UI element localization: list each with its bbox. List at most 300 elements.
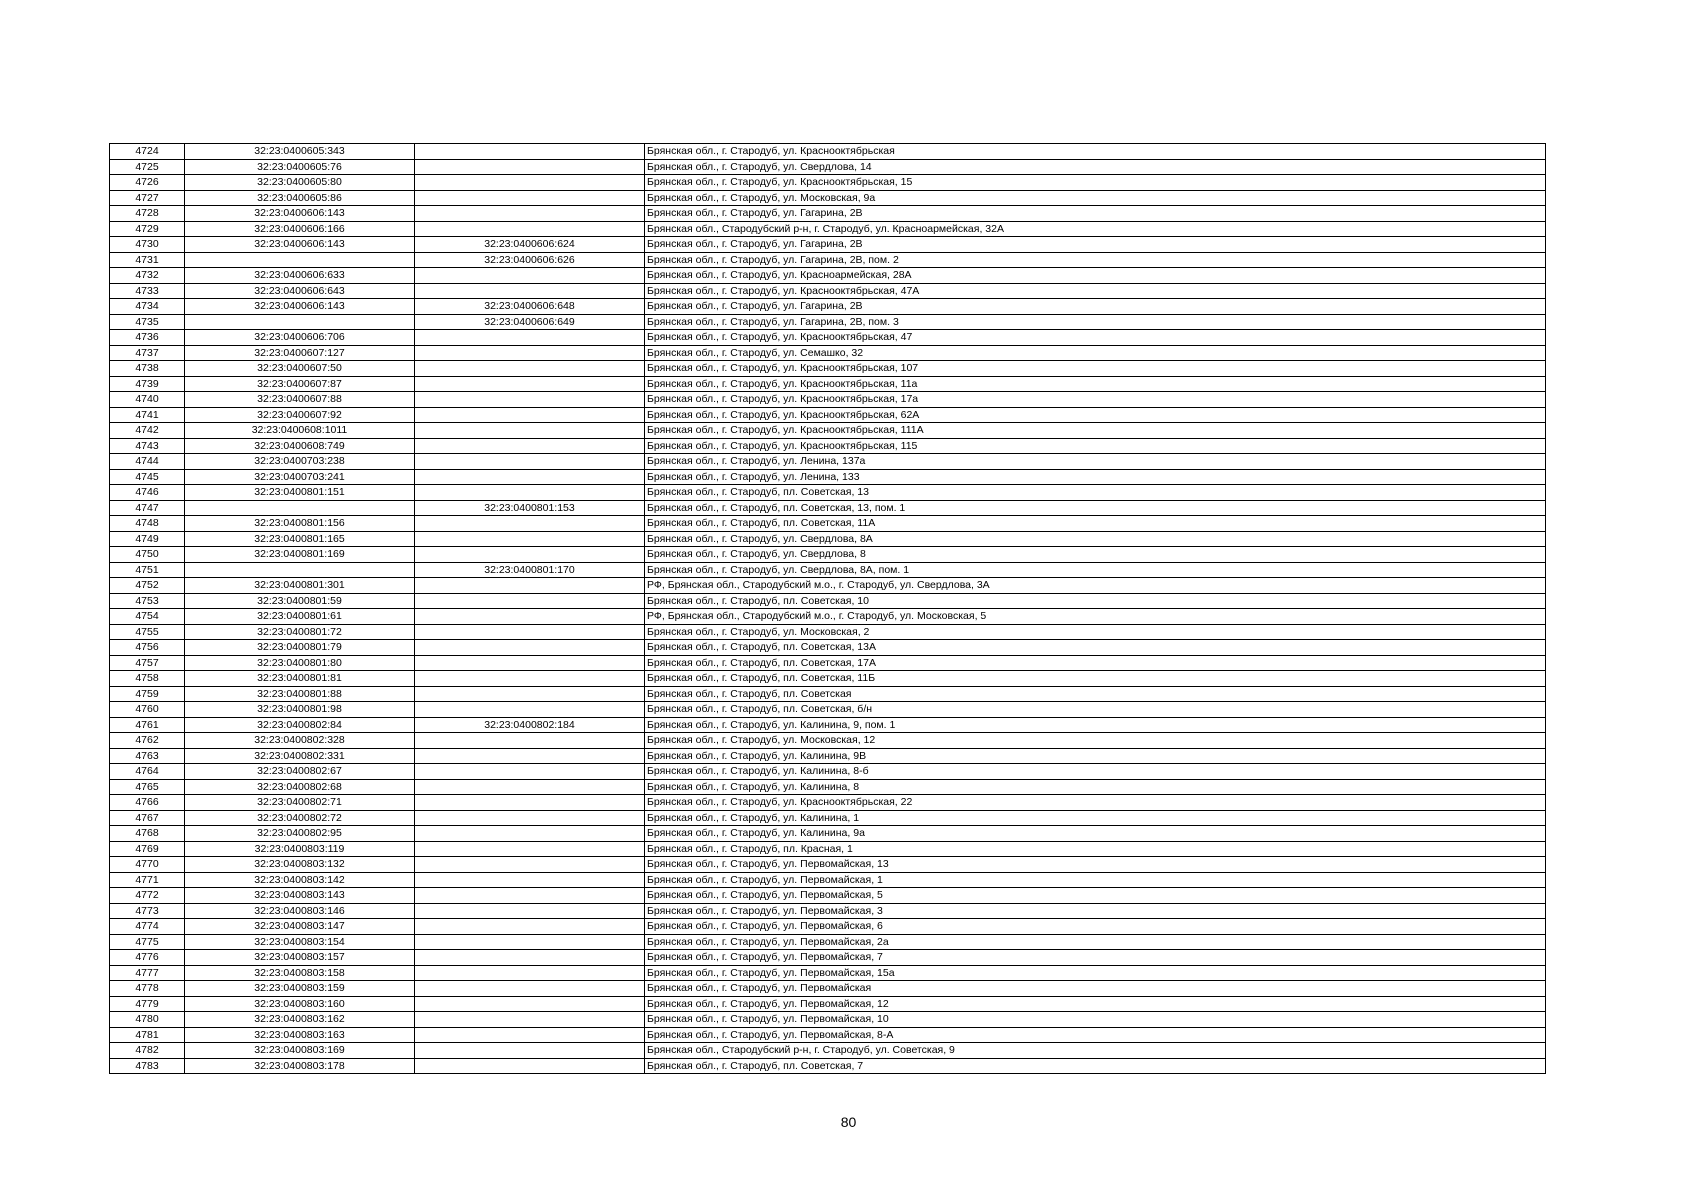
cadastral-number-cell: 32:23:0400801:151 [185, 485, 415, 501]
cadastral-number-cell: 32:23:0400802:331 [185, 748, 415, 764]
cadastral-number-cell: 32:23:0400802:67 [185, 764, 415, 780]
object-number-cell [415, 810, 645, 826]
table-row [110, 190, 1546, 206]
row-number-cell: 4731 [110, 252, 185, 268]
address-cell: Брянская обл., г. Стародуб, пл. Советская [645, 686, 1546, 702]
table-row [110, 237, 1546, 253]
object-number-cell [415, 764, 645, 780]
cadastral-number-cell: 32:23:0400801:61 [185, 609, 415, 625]
object-number-cell [415, 779, 645, 795]
address-cell: Брянская обл., г. Стародуб, пл. Советская, 17А [645, 655, 1546, 671]
table-row [110, 981, 1546, 997]
address-cell: Брянская обл., г. Стародуб, пл. Советская, 7 [645, 1058, 1546, 1074]
object-number-cell [415, 144, 645, 160]
object-number-cell [415, 1058, 645, 1074]
cadastral-number-cell: 32:23:0400606:706 [185, 330, 415, 346]
table-row [110, 624, 1546, 640]
row-number-cell: 4752 [110, 578, 185, 594]
table-row [110, 438, 1546, 454]
address-cell: Брянская обл., г. Стародуб, ул. Первомайская, 12 [645, 996, 1546, 1012]
address-cell: Брянская обл., г. Стародуб, ул. Первомайская, 3 [645, 903, 1546, 919]
cadastral-number-cell: 32:23:0400803:169 [185, 1043, 415, 1059]
address-cell: Брянская обл., г. Стародуб, ул. Краснооктябрьская, 115 [645, 438, 1546, 454]
address-cell: Брянская обл., г. Стародуб, ул. Первомайская, 10 [645, 1012, 1546, 1028]
row-number-cell: 4748 [110, 516, 185, 532]
table-row [110, 717, 1546, 733]
row-number-cell: 4750 [110, 547, 185, 563]
table-row [110, 841, 1546, 857]
page-number: 80 [840, 1114, 857, 1130]
cadastral-number-cell: 32:23:0400803:154 [185, 934, 415, 950]
table-row [110, 345, 1546, 361]
cadastral-number-cell: 32:23:0400607:88 [185, 392, 415, 408]
object-number-cell [415, 330, 645, 346]
row-number-cell: 4751 [110, 562, 185, 578]
cadastral-number-cell: 32:23:0400606:143 [185, 237, 415, 253]
table-row [110, 1027, 1546, 1043]
table-row [110, 1058, 1546, 1074]
table-row [110, 454, 1546, 470]
cadastral-number-cell: 32:23:0400607:92 [185, 407, 415, 423]
object-number-cell [415, 438, 645, 454]
row-number-cell: 4733 [110, 283, 185, 299]
address-cell: Брянская обл., г. Стародуб, пл. Красная, 1 [645, 841, 1546, 857]
object-number-cell: 32:23:0400606:626 [415, 252, 645, 268]
address-cell: Брянская обл., г. Стародуб, ул. Краснооктябрьская, 47А [645, 283, 1546, 299]
row-number-cell: 4749 [110, 531, 185, 547]
cadastral-number-cell: 32:23:0400606:643 [185, 283, 415, 299]
cadastral-number-cell: 32:23:0400803:162 [185, 1012, 415, 1028]
cadastral-number-cell: 32:23:0400802:68 [185, 779, 415, 795]
object-number-cell [415, 547, 645, 563]
row-number-cell: 4756 [110, 640, 185, 656]
address-cell: Брянская обл., г. Стародуб, ул. Краснооктябрьская, 11а [645, 376, 1546, 392]
address-cell: Брянская обл., г. Стародуб, пл. Советская, 11Б [645, 671, 1546, 687]
row-number-cell: 4777 [110, 965, 185, 981]
row-number-cell: 4759 [110, 686, 185, 702]
table-row [110, 919, 1546, 935]
cadastral-number-cell: 32:23:0400801:165 [185, 531, 415, 547]
table-row [110, 857, 1546, 873]
object-number-cell [415, 190, 645, 206]
table-row [110, 283, 1546, 299]
cadastral-number-cell: 32:23:0400801:98 [185, 702, 415, 718]
table-row [110, 392, 1546, 408]
cadastral-number-cell: 32:23:0400605:343 [185, 144, 415, 160]
address-cell: Брянская обл., г. Стародуб, ул. Ленина, 133 [645, 469, 1546, 485]
row-number-cell: 4765 [110, 779, 185, 795]
object-number-cell [415, 903, 645, 919]
address-cell: Брянская обл., г. Стародуб, ул. Красноармейская, 28А [645, 268, 1546, 284]
row-number-cell: 4774 [110, 919, 185, 935]
object-number-cell [415, 857, 645, 873]
table-row [110, 950, 1546, 966]
object-number-cell [415, 950, 645, 966]
cadastral-number-cell: 32:23:0400607:50 [185, 361, 415, 377]
cadastral-number-cell: 32:23:0400803:147 [185, 919, 415, 935]
object-number-cell [415, 159, 645, 175]
table-row [110, 562, 1546, 578]
row-number-cell: 4727 [110, 190, 185, 206]
object-number-cell [415, 361, 645, 377]
cadastral-number-cell: 32:23:0400803:163 [185, 1027, 415, 1043]
cadastral-number-cell: 32:23:0400801:79 [185, 640, 415, 656]
object-number-cell [415, 655, 645, 671]
row-number-cell: 4780 [110, 1012, 185, 1028]
object-number-cell [415, 376, 645, 392]
object-number-cell [415, 872, 645, 888]
row-number-cell: 4760 [110, 702, 185, 718]
table-row [110, 423, 1546, 439]
object-number-cell [415, 795, 645, 811]
address-cell: Брянская обл., г. Стародуб, ул. Свердлова, 14 [645, 159, 1546, 175]
table-row [110, 593, 1546, 609]
table-row [110, 888, 1546, 904]
table-row [110, 686, 1546, 702]
object-number-cell [415, 423, 645, 439]
address-cell: Брянская обл., г. Стародуб, ул. Ленина, 137а [645, 454, 1546, 470]
object-number-cell [415, 640, 645, 656]
object-number-cell [415, 934, 645, 950]
table-row [110, 764, 1546, 780]
object-number-cell [415, 826, 645, 842]
address-cell: Брянская обл., г. Стародуб, пл. Советская, 13 [645, 485, 1546, 501]
object-number-cell: 32:23:0400801:170 [415, 562, 645, 578]
row-number-cell: 4761 [110, 717, 185, 733]
address-cell: Брянская обл., г. Стародуб, ул. Семашко, 32 [645, 345, 1546, 361]
object-number-cell [415, 919, 645, 935]
object-number-cell [415, 1012, 645, 1028]
cadastral-number-cell: 32:23:0400803:143 [185, 888, 415, 904]
table-row [110, 872, 1546, 888]
row-number-cell: 4747 [110, 500, 185, 516]
row-number-cell: 4763 [110, 748, 185, 764]
cadastral-number-cell: 32:23:0400802:84 [185, 717, 415, 733]
address-cell: Брянская обл., г. Стародуб, ул. Краснооктябрьская, 22 [645, 795, 1546, 811]
row-number-cell: 4768 [110, 826, 185, 842]
object-number-cell [415, 624, 645, 640]
registry-table [109, 143, 1546, 1074]
cadastral-number-cell: 32:23:0400802:71 [185, 795, 415, 811]
cadastral-number-cell: 32:23:0400606:633 [185, 268, 415, 284]
address-cell: Брянская обл., г. Стародуб, ул. Первомайская, 7 [645, 950, 1546, 966]
cadastral-number-cell [185, 562, 415, 578]
row-number-cell: 4778 [110, 981, 185, 997]
address-cell: Брянская обл., г. Стародуб, ул. Первомайская, 8-А [645, 1027, 1546, 1043]
cadastral-number-cell [185, 314, 415, 330]
object-number-cell [415, 702, 645, 718]
row-number-cell: 4771 [110, 872, 185, 888]
address-cell: Брянская обл., г. Стародуб, ул. Первомайская, 13 [645, 857, 1546, 873]
cadastral-number-cell: 32:23:0400605:80 [185, 175, 415, 191]
table-row [110, 826, 1546, 842]
address-cell: Брянская обл., г. Стародуб, ул. Первомайская, 5 [645, 888, 1546, 904]
cadastral-number-cell: 32:23:0400803:132 [185, 857, 415, 873]
row-number-cell: 4775 [110, 934, 185, 950]
table-row [110, 671, 1546, 687]
cadastral-number-cell: 32:23:0400606:166 [185, 221, 415, 237]
row-number-cell: 4744 [110, 454, 185, 470]
cadastral-number-cell: 32:23:0400605:86 [185, 190, 415, 206]
object-number-cell [415, 578, 645, 594]
row-number-cell: 4767 [110, 810, 185, 826]
address-cell: Брянская обл., Стародубский р-н, г. Стародуб, ул. Советская, 9 [645, 1043, 1546, 1059]
object-number-cell [415, 531, 645, 547]
address-cell: РФ, Брянская обл., Стародубский м.о., г. Стародуб, ул. Свердлова, 3А [645, 578, 1546, 594]
table-row [110, 516, 1546, 532]
row-number-cell: 4732 [110, 268, 185, 284]
object-number-cell [415, 283, 645, 299]
row-number-cell: 4726 [110, 175, 185, 191]
object-number-cell [415, 175, 645, 191]
row-number-cell: 4783 [110, 1058, 185, 1074]
object-number-cell: 32:23:0400802:184 [415, 717, 645, 733]
cadastral-number-cell: 32:23:0400703:241 [185, 469, 415, 485]
table-row [110, 609, 1546, 625]
row-number-cell: 4758 [110, 671, 185, 687]
row-number-cell: 4745 [110, 469, 185, 485]
cadastral-number-cell: 32:23:0400607:127 [185, 345, 415, 361]
row-number-cell: 4730 [110, 237, 185, 253]
table-row [110, 206, 1546, 222]
table-row [110, 175, 1546, 191]
address-cell: Брянская обл., г. Стародуб, ул. Первомайская, 1 [645, 872, 1546, 888]
table-row [110, 810, 1546, 826]
object-number-cell [415, 268, 645, 284]
row-number-cell: 4740 [110, 392, 185, 408]
address-cell: Брянская обл., г. Стародуб, ул. Свердлова, 8А, пом. 1 [645, 562, 1546, 578]
row-number-cell: 4728 [110, 206, 185, 222]
object-number-cell [415, 593, 645, 609]
row-number-cell: 4764 [110, 764, 185, 780]
object-number-cell [415, 1027, 645, 1043]
table-row [110, 159, 1546, 175]
object-number-cell [415, 345, 645, 361]
cadastral-number-cell: 32:23:0400605:76 [185, 159, 415, 175]
row-number-cell: 4772 [110, 888, 185, 904]
table-row [110, 485, 1546, 501]
row-number-cell: 4734 [110, 299, 185, 315]
table-row [110, 640, 1546, 656]
table-row [110, 934, 1546, 950]
object-number-cell [415, 1043, 645, 1059]
cadastral-number-cell: 32:23:0400801:59 [185, 593, 415, 609]
address-cell: Брянская обл., г. Стародуб, ул. Первомайская, 2а [645, 934, 1546, 950]
address-cell: Брянская обл., г. Стародуб, ул. Калинина, 9В [645, 748, 1546, 764]
object-number-cell [415, 485, 645, 501]
row-number-cell: 4769 [110, 841, 185, 857]
table-row [110, 469, 1546, 485]
row-number-cell: 4725 [110, 159, 185, 175]
address-cell: Брянская обл., г. Стародуб, ул. Краснооктябрьская, 62А [645, 407, 1546, 423]
row-number-cell: 4746 [110, 485, 185, 501]
table-row [110, 144, 1546, 160]
table-row [110, 376, 1546, 392]
table-row [110, 779, 1546, 795]
table-row [110, 1012, 1546, 1028]
address-cell: Брянская обл., г. Стародуб, ул. Калинина, 8 [645, 779, 1546, 795]
table-row [110, 361, 1546, 377]
cadastral-number-cell: 32:23:0400606:143 [185, 206, 415, 222]
cadastral-number-cell: 32:23:0400803:159 [185, 981, 415, 997]
address-cell: Брянская обл., г. Стародуб, пл. Советская, 10 [645, 593, 1546, 609]
cadastral-number-cell: 32:23:0400803:158 [185, 965, 415, 981]
cadastral-number-cell: 32:23:0400607:87 [185, 376, 415, 392]
cadastral-number-cell: 32:23:0400802:328 [185, 733, 415, 749]
address-cell: РФ, Брянская обл., Стародубский м.о., г. Стародуб, ул. Московская, 5 [645, 609, 1546, 625]
row-number-cell: 4735 [110, 314, 185, 330]
cadastral-number-cell: 32:23:0400802:95 [185, 826, 415, 842]
address-cell: Брянская обл., г. Стародуб, ул. Краснооктябрьская, 17а [645, 392, 1546, 408]
address-cell: Брянская обл., г. Стародуб, ул. Краснооктябрьская, 47 [645, 330, 1546, 346]
address-cell: Брянская обл., г. Стародуб, ул. Краснооктябрьская [645, 144, 1546, 160]
row-number-cell: 4755 [110, 624, 185, 640]
table-row [110, 547, 1546, 563]
table-row [110, 1043, 1546, 1059]
address-cell: Брянская обл., г. Стародуб, ул. Гагарина, 2В [645, 299, 1546, 315]
address-cell: Брянская обл., г. Стародуб, ул. Калинина, 8-б [645, 764, 1546, 780]
address-cell: Брянская обл., г. Стародуб, ул. Гагарина, 2В, пом. 2 [645, 252, 1546, 268]
address-cell: Брянская обл., г. Стародуб, ул. Гагарина, 2В [645, 206, 1546, 222]
address-cell: Брянская обл., г. Стародуб, ул. Московская, 2 [645, 624, 1546, 640]
cadastral-number-cell: 32:23:0400803:142 [185, 872, 415, 888]
table-row [110, 965, 1546, 981]
table-row [110, 221, 1546, 237]
row-number-cell: 4743 [110, 438, 185, 454]
object-number-cell: 32:23:0400801:153 [415, 500, 645, 516]
object-number-cell: 32:23:0400606:624 [415, 237, 645, 253]
table-row [110, 733, 1546, 749]
address-cell: Брянская обл., г. Стародуб, ул. Свердлова, 8А [645, 531, 1546, 547]
address-cell: Брянская обл., г. Стародуб, пл. Советская, 11А [645, 516, 1546, 532]
table-row [110, 748, 1546, 764]
table-row [110, 268, 1546, 284]
object-number-cell [415, 407, 645, 423]
object-number-cell: 32:23:0400606:649 [415, 314, 645, 330]
address-cell: Брянская обл., г. Стародуб, ул. Московская, 12 [645, 733, 1546, 749]
object-number-cell [415, 516, 645, 532]
address-cell: Брянская обл., г. Стародуб, ул. Гагарина, 2В [645, 237, 1546, 253]
row-number-cell: 4753 [110, 593, 185, 609]
row-number-cell: 4738 [110, 361, 185, 377]
cadastral-number-cell: 32:23:0400606:143 [185, 299, 415, 315]
object-number-cell [415, 221, 645, 237]
object-number-cell [415, 206, 645, 222]
object-number-cell: 32:23:0400606:648 [415, 299, 645, 315]
row-number-cell: 4736 [110, 330, 185, 346]
address-cell: Брянская обл., г. Стародуб, ул. Калинина, 9а [645, 826, 1546, 842]
cadastral-number-cell: 32:23:0400803:157 [185, 950, 415, 966]
address-cell: Брянская обл., г. Стародуб, ул. Калинина, 1 [645, 810, 1546, 826]
cadastral-number-cell [185, 252, 415, 268]
row-number-cell: 4742 [110, 423, 185, 439]
row-number-cell: 4776 [110, 950, 185, 966]
object-number-cell [415, 392, 645, 408]
cadastral-number-cell: 32:23:0400801:72 [185, 624, 415, 640]
table-row [110, 314, 1546, 330]
table-row [110, 903, 1546, 919]
address-cell: Брянская обл., г. Стародуб, ул. Первомайская, 6 [645, 919, 1546, 935]
table-row [110, 299, 1546, 315]
table-row [110, 500, 1546, 516]
address-cell: Брянская обл., г. Стародуб, ул. Краснооктябрьская, 111А [645, 423, 1546, 439]
row-number-cell: 4770 [110, 857, 185, 873]
address-cell: Брянская обл., г. Стародуб, ул. Краснооктябрьская, 15 [645, 175, 1546, 191]
table-row [110, 996, 1546, 1012]
table-row [110, 330, 1546, 346]
cadastral-number-cell: 32:23:0400703:238 [185, 454, 415, 470]
object-number-cell [415, 981, 645, 997]
row-number-cell: 4729 [110, 221, 185, 237]
object-number-cell [415, 841, 645, 857]
table-row [110, 795, 1546, 811]
cadastral-number-cell: 32:23:0400801:81 [185, 671, 415, 687]
object-number-cell [415, 609, 645, 625]
cadastral-number-cell: 32:23:0400801:88 [185, 686, 415, 702]
row-number-cell: 4762 [110, 733, 185, 749]
address-cell: Брянская обл., г. Стародуб, пл. Советская, 13, пом. 1 [645, 500, 1546, 516]
registry-table-body [110, 144, 1546, 1074]
row-number-cell: 4724 [110, 144, 185, 160]
cadastral-number-cell [185, 500, 415, 516]
row-number-cell: 4779 [110, 996, 185, 1012]
row-number-cell: 4766 [110, 795, 185, 811]
object-number-cell [415, 996, 645, 1012]
object-number-cell [415, 888, 645, 904]
row-number-cell: 4757 [110, 655, 185, 671]
cadastral-number-cell: 32:23:0400608:749 [185, 438, 415, 454]
address-cell: Брянская обл., г. Стародуб, ул. Первомайская [645, 981, 1546, 997]
object-number-cell [415, 671, 645, 687]
address-cell: Брянская обл., г. Стародуб, пл. Советская, б/н [645, 702, 1546, 718]
object-number-cell [415, 686, 645, 702]
object-number-cell [415, 454, 645, 470]
cadastral-number-cell: 32:23:0400803:160 [185, 996, 415, 1012]
table-row [110, 655, 1546, 671]
object-number-cell [415, 965, 645, 981]
row-number-cell: 4782 [110, 1043, 185, 1059]
row-number-cell: 4737 [110, 345, 185, 361]
table-row [110, 531, 1546, 547]
table-row [110, 578, 1546, 594]
address-cell: Брянская обл., г. Стародуб, ул. Первомайская, 15а [645, 965, 1546, 981]
row-number-cell: 4741 [110, 407, 185, 423]
address-cell: Брянская обл., г. Стародуб, ул. Калинина, 9, пом. 1 [645, 717, 1546, 733]
row-number-cell: 4739 [110, 376, 185, 392]
address-cell: Брянская обл., г. Стародуб, ул. Гагарина, 2В, пом. 3 [645, 314, 1546, 330]
cadastral-number-cell: 32:23:0400803:119 [185, 841, 415, 857]
row-number-cell: 4781 [110, 1027, 185, 1043]
address-cell: Брянская обл., г. Стародуб, ул. Свердлова, 8 [645, 547, 1546, 563]
table-row [110, 252, 1546, 268]
address-cell: Брянская обл., Стародубский р-н, г. Стародуб, ул. Красноармейская, 32А [645, 221, 1546, 237]
cadastral-number-cell: 32:23:0400608:1011 [185, 423, 415, 439]
cadastral-number-cell: 32:23:0400802:72 [185, 810, 415, 826]
table-row [110, 407, 1546, 423]
cadastral-number-cell: 32:23:0400801:80 [185, 655, 415, 671]
row-number-cell: 4754 [110, 609, 185, 625]
object-number-cell [415, 733, 645, 749]
address-cell: Брянская обл., г. Стародуб, ул. Московская, 9а [645, 190, 1546, 206]
cadastral-number-cell: 32:23:0400801:156 [185, 516, 415, 532]
cadastral-number-cell: 32:23:0400801:301 [185, 578, 415, 594]
address-cell: Брянская обл., г. Стародуб, ул. Краснооктябрьская, 107 [645, 361, 1546, 377]
object-number-cell [415, 748, 645, 764]
object-number-cell [415, 469, 645, 485]
cadastral-number-cell: 32:23:0400803:178 [185, 1058, 415, 1074]
table-row [110, 702, 1546, 718]
address-cell: Брянская обл., г. Стародуб, пл. Советская, 13А [645, 640, 1546, 656]
